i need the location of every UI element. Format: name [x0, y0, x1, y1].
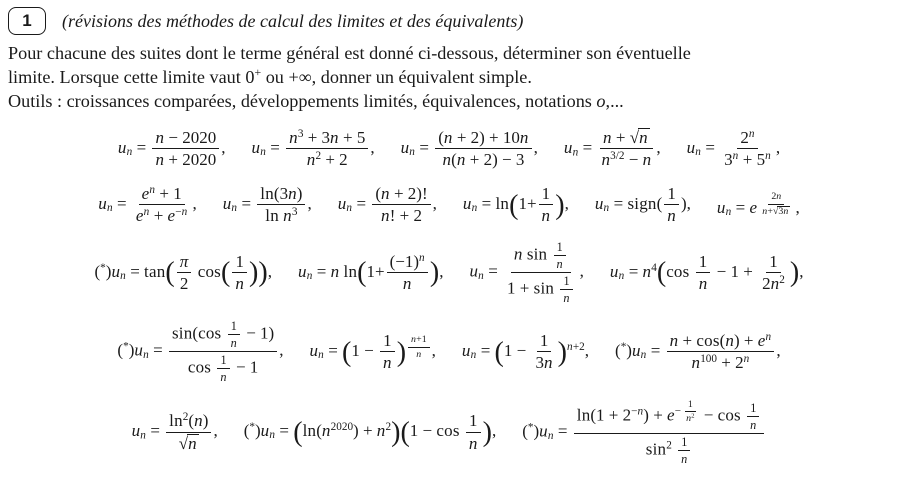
formula-row: [8, 184, 890, 226]
intro-line-3: [8, 89, 890, 113]
formula: $u_n$ = $\frac{(n + 2) + 10n}{n(n + 2) - 3}$ ,: [400, 127, 538, 170]
formula: $(^*)u_n = (\ln(n^{2020}) + n^2)(1 - \cos$ $\frac{1}{n}$ ),: [243, 411, 497, 453]
formula: $u_n = e$ $^{\frac{2n}{n+√3n}}$ ,: [716, 191, 800, 219]
formula-row: [8, 399, 890, 466]
tools-text-1: Outils : croissances comparées, développements limités, équivalences, notations: [8, 91, 597, 112]
formula: $u_n$ = $\frac{\ln^2(n)}{√n}$ ,: [131, 410, 218, 453]
intro-paragraph: [8, 41, 890, 114]
plus-superscript: +: [254, 65, 262, 80]
formula-row: [8, 128, 890, 170]
exercise-number: 1: [22, 11, 32, 30]
zero-value: 0: [245, 67, 255, 88]
formula: $u_n = n^4(\cos$ $\frac{1}{n}$ − 1 + $\frac{1}{2n^2}$ ),: [609, 251, 804, 294]
intro-line-2-text-1: limite. Lorsque cette limite vaut: [8, 67, 246, 88]
intro-line-1: Pour chacune des suites dont le terme général est donné ci-dessous, déterminer son éventuelle: [8, 43, 691, 63]
formula: $(^*)u_n$ = $\ln(1 + 2^{-n}) + e^{- \frac{1}{n^2}}$ − cos $\frac{1}{n}$ $\sin^2$ $\frac{1}{n}$: [522, 399, 766, 466]
formula: $u_n = (1$ − $\frac{1}{n}$ ) $^{\frac{n+1}{n}}$ ,: [309, 330, 436, 373]
formula: $u_n$ = $\frac{e^n + 1}{e^n + e^{-n}}$ ,: [98, 183, 197, 226]
formula-row: [8, 319, 890, 384]
exercise-number-badge: [8, 7, 46, 35]
formula: $u_n$ = $\frac{\ln(3n)}{\ln n^3}$ ,: [222, 183, 312, 226]
notation-o-symbol: o: [596, 91, 606, 112]
formula-row: [8, 240, 890, 305]
exercise-subtitle: (révisions des méthodes de calcul des limites et des équivalents): [62, 10, 524, 31]
zero-plus-expression: [245, 67, 261, 87]
formula: $(^*)u_n$ = $\frac{n + \cos(n) + e^n}{n^{100} + 2^n}$ ,: [615, 330, 781, 373]
formula: $u_n$ = $\frac{n + √n}{n^{3/2} - n}$ ,: [563, 127, 661, 170]
formula: $u_n = n$ ln(1+ $\frac{(-1)^n}{n}$ ),: [297, 251, 444, 294]
formula: $u_n$ = $\frac{2^n}{3^n + 5^n}$ ,: [686, 127, 781, 170]
formula: $u_n = \ln(1+$ $\frac{1}{n}$ ),: [462, 183, 569, 226]
formula: $(^*)u_n$ = sin(cos $\frac{1}{n}$ − 1) cos $\frac{1}{n}$ − 1 ,: [117, 319, 284, 385]
formula-rows: [8, 128, 890, 466]
formula: $u_n$ = $\frac{n - 2020}{n + 2020}$ ,: [117, 127, 226, 170]
formula: $u_n$ = sign( $\frac{1}{n}$ ),: [594, 183, 691, 226]
formula: $u_n$ = n sin $\frac{1}{n}$ 1 + sin $\frac{1}{n}$ ,: [469, 240, 584, 306]
formula: $u_n = (1$ − $\frac{1}{3n}$ )$^{n+2}$,: [461, 330, 590, 373]
exercise-header: [8, 7, 890, 35]
tools-text-2: ,...: [605, 91, 624, 112]
intro-line-2-text-2: ou +∞, donner un équivalent simple.: [261, 67, 532, 88]
formula: $u_n$ = $\frac{n^3 + 3n + 5}{n^2 + 2}$ ,: [251, 127, 375, 170]
intro-line-2: [8, 65, 890, 89]
formula: $u_n$ = $\frac{(n + 2)!}{n! + 2}$ ,: [337, 183, 437, 226]
formula: $(^*)u_n = \tan$( $\frac{\pi}{2}$ cos( $\frac{1}{n}$ )),: [94, 251, 272, 294]
